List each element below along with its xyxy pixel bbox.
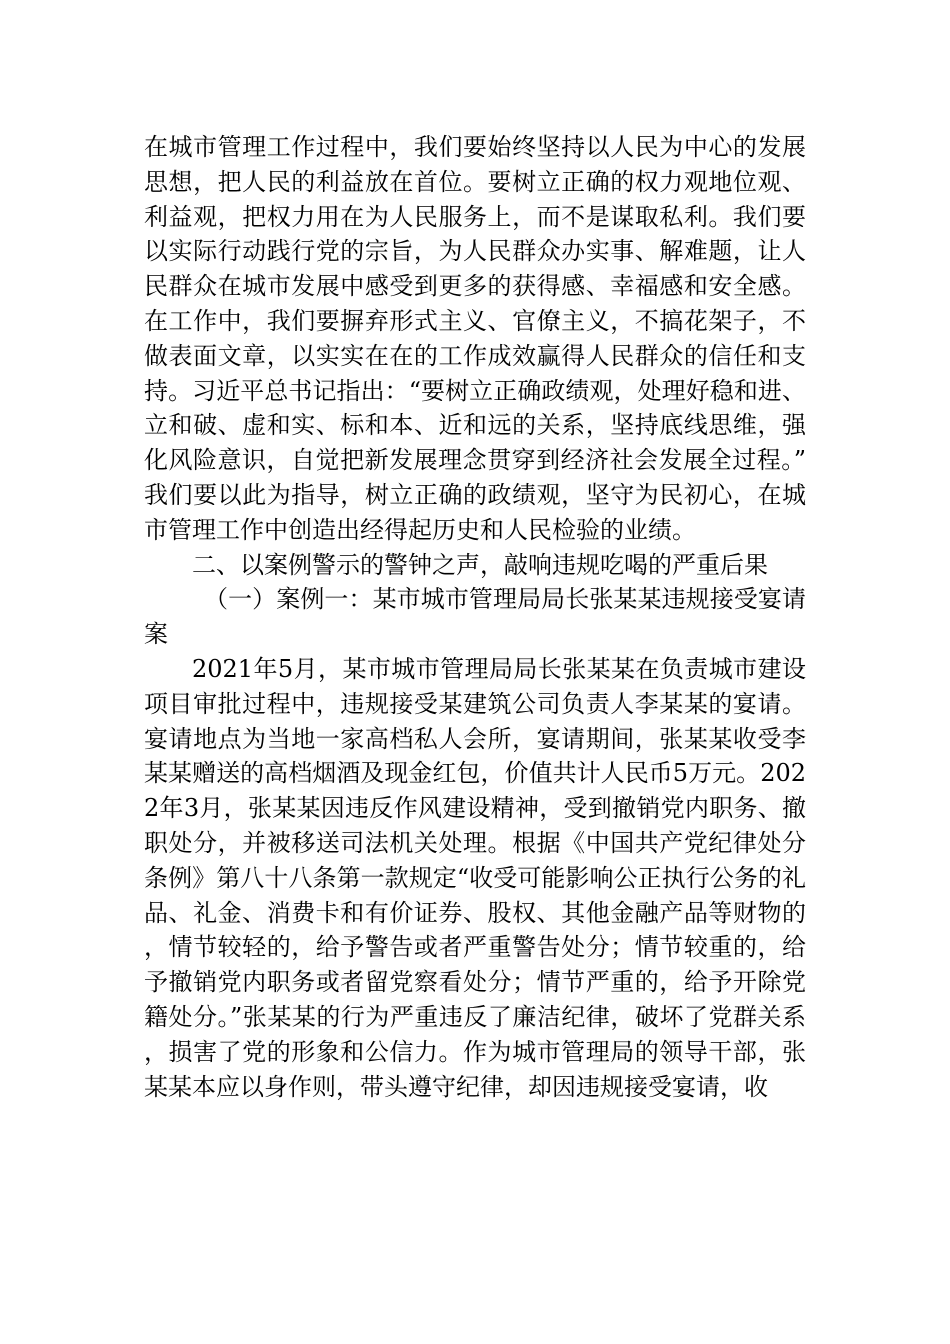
section-heading: 二、以案例警示的警钟之声，敲响违规吃喝的严重后果 (192, 550, 768, 579)
body-paragraph: 2021年5月，某市城市管理局局长张某某在负责城市建设项目审批过程中，违规接受某建筑公司负责人李某某的宴请。宴请地点为当地一家高档私人会所，宴请期间，张某某收受李某某赠送的高档烟酒及现金红包，价值共计人民币5万元。2022年3月，张某某因违反作风建设精神，受到撤销党内职务、撤职处分，并被移送司法机关处理。根据《中国共产党纪律处分条例》第八十八条第一款规定“收受可能影响公正执行公务的礼品、礼金、消费卡和有价证券、股权、其他金融产品等财物的，情节较轻的，给予警告或者严重警告处分；情节较重的，给予撤销党内职务或者留党察看处分；情节严重的，给予开除党籍处分。”张某某的行为严重违反了廉洁纪律，破坏了党群关系，损害了党的形象和公信力。作为城市管理局的领导干部，张某某本应以身作则，带头遵守纪律，却因违规接受宴请，收 (144, 654, 806, 1101)
body-paragraph: 在城市管理工作过程中，我们要始终坚持以人民为中心的发展思想，把人民的利益放在首位。要树立正确的权力观地位观、利益观，把权力用在为人民服务上，而不是谋取私利。我们要以实际行动践行党的宗旨，为人民群众办实事、解难题，让人民群众在城市发展中感受到更多的获得感、幸福感和安全感。在工作中，我们要摒弃形式主义、官僚主义，不搞花架子，不做表面文章，以实实在在的工作成效赢得人民群众的信任和支持。习近平总书记指出：“要树立正确政绩观，处理好稳和进、立和破、虚和实、标和本、近和远的关系，坚持底线思维，强化风险意识，自觉把新发展理念贯穿到经济社会发展全过程。”我们要以此为指导，树立正确的政绩观，坚守为民初心，在城市管理工作中创造出经得起历史和人民检验的业绩。 (144, 133, 806, 544)
document-body (144, 130, 806, 1104)
subsection-heading: （一）案例一：某市城市管理局局长张某某违规接受宴请案 (144, 585, 806, 649)
